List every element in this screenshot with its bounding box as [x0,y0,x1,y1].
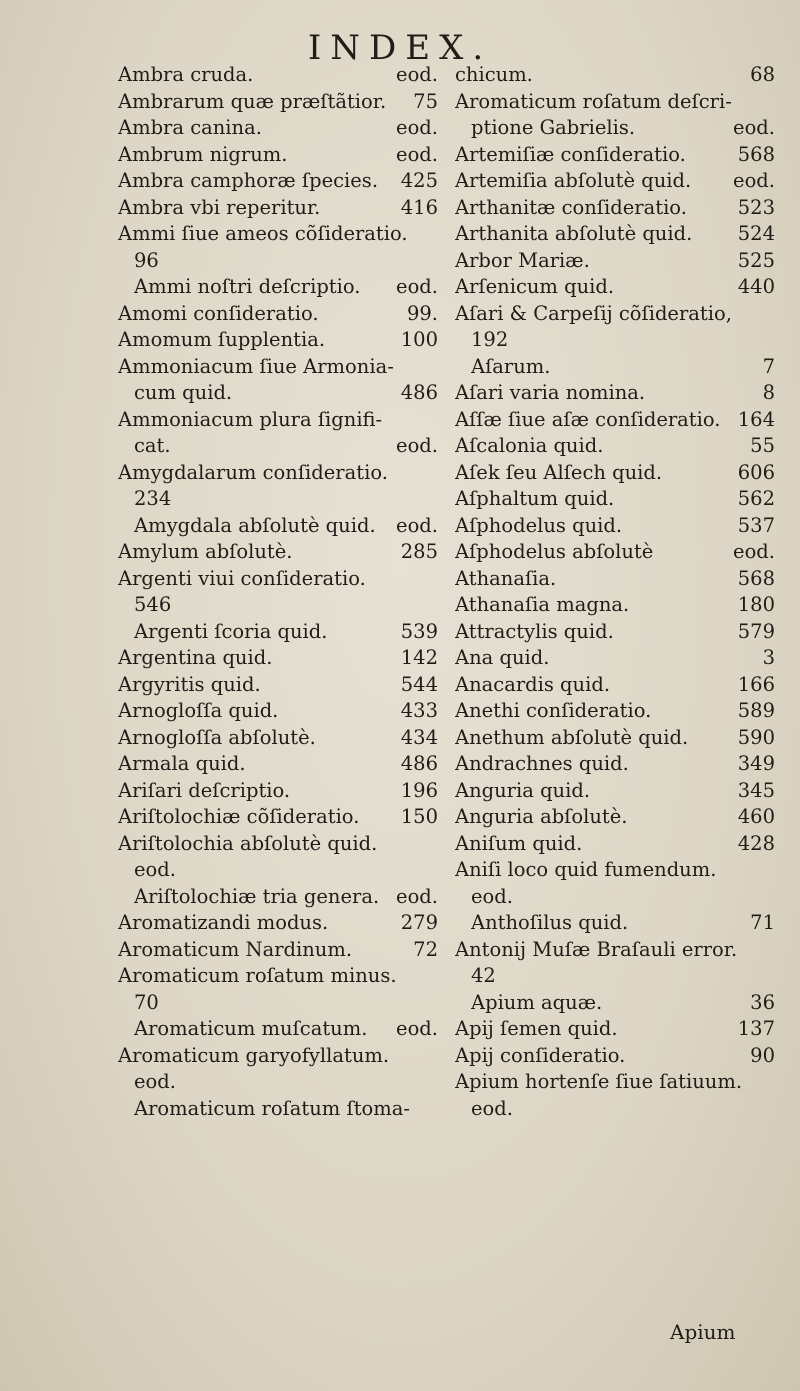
index-entry [118,115,438,142]
entry-text: Aromaticum roſatum deſcri- [455,89,732,113]
index-entry [455,778,775,805]
entry-text: Aſari varia nomina. [455,381,646,404]
entry-text: Ammi ſiue ameos cõſideratio. [118,222,408,245]
index-entry [455,831,775,858]
entry-text: Anguria abſolutè. [455,805,628,828]
entry-text: eod. [471,1096,513,1120]
index-entry [455,221,775,248]
entry-text: Ariſari deſcriptio. [118,778,291,802]
index-entry [455,937,775,964]
entry-page [771,1069,775,1096]
index-entry [455,857,775,884]
entry-page: 142 [400,646,438,669]
entry-text: Aromaticum muſcatum. [134,1017,368,1040]
entry-text: Amomi conſideratio. [118,301,319,325]
index-entry [455,168,775,195]
entry-page: 433 [400,699,438,722]
entry-page: eod. [733,116,775,139]
entry-page [434,354,438,381]
entry-text: Ammi noſtri deſcriptio. [134,275,361,298]
entry-page: 166 [737,672,775,696]
entry-page: 416 [400,195,438,219]
entry-text: Aſphodelus quid. [455,513,623,537]
index-entry [455,910,775,937]
index-entry [455,115,775,142]
entry-page [434,566,438,593]
entry-page: 8 [762,381,775,404]
entry-page: 100 [400,328,438,351]
index-entry [118,672,438,699]
entry-text: Apium aquæ. [471,990,603,1014]
entry-page: 349 [737,752,775,775]
entry-page [771,1096,775,1123]
index-entry [455,592,775,619]
index-entry [118,89,438,116]
entry-text: Aſcalonia quid. [455,434,604,457]
entry-page: 428 [737,831,775,855]
entry-text: Ambrum nigrum. [118,142,288,166]
entry-page: 36 [750,990,775,1014]
entry-text: Arnogloſſa abſolutè. [118,725,316,749]
entry-text: Argenti viui conſideratio. [118,566,366,590]
entry-page [434,248,438,275]
entry-text: Anethi conſideratio. [455,699,652,722]
entry-page: eod. [396,884,438,908]
entry-page [771,89,775,116]
index-entry [455,751,775,778]
entry-text: Ambra vbi reperitur. [118,195,321,219]
entry-text: Aniſi loco quid fumendum. [455,858,717,881]
index-entry [455,407,775,434]
index-entry [455,698,775,725]
entry-text: Anethum abſolutè quid. [455,725,689,749]
entry-text: Anacardis quid. [455,672,611,696]
index-entry [455,380,775,407]
entry-page: eod. [396,275,438,298]
entry-page: 164 [737,407,775,431]
index-entry [118,327,438,354]
entry-text: Aromaticum roſatum ſtoma- [134,1096,410,1120]
entry-page: 71 [750,911,775,934]
index-entry [118,778,438,805]
index-entry [118,751,438,778]
index-entry [118,301,438,328]
index-entry [118,1096,438,1123]
entry-text: 42 [471,964,496,987]
entry-text: Athanaſia magna. [455,593,630,616]
index-entry [455,1096,775,1123]
entry-text: Athanaſia. [455,566,557,590]
index-entry [118,460,438,487]
entry-page: 568 [737,142,775,166]
index-entry [118,248,438,275]
entry-text: Aſſæ ſiue aſæ conſideratio. [455,407,721,431]
entry-page: 523 [737,195,775,219]
index-entry [118,221,438,248]
entry-text: Amygdala abſolutè quid. [134,513,376,537]
entry-page: 579 [737,619,775,643]
catchword: Apium [670,1320,736,1344]
entry-page [434,592,438,619]
entry-page [434,221,438,248]
index-entry [455,460,775,487]
index-entry [118,804,438,831]
entry-page: 285 [400,540,438,563]
index-entry [118,963,438,990]
entry-page: eod. [396,513,438,537]
entry-text: Antonij Muſæ Braſauli error. [455,937,738,961]
index-entry [118,513,438,540]
entry-page: eod. [396,142,438,166]
page-title: INDEX. [307,28,493,68]
index-entry [118,1043,438,1070]
entry-text: Arſenicum quid. [455,275,615,298]
index-entry [455,62,775,89]
entry-page [434,1043,438,1070]
index-entry [118,645,438,672]
entry-page: 486 [400,381,438,404]
entry-page: 196 [400,778,438,802]
entry-text: Amomum ſupplentia. [118,328,326,351]
entry-page: 460 [737,805,775,828]
entry-page [434,963,438,990]
index-entry [455,274,775,301]
entry-text: Aromatizandi modus. [118,911,329,934]
index-entry [455,195,775,222]
entry-page [434,990,438,1017]
index-entry [455,513,775,540]
entry-text: Ambra camphoræ ſpecies. [118,169,379,192]
entry-page: 68 [750,63,775,86]
index-entry [118,990,438,1017]
entry-page: 590 [737,725,775,749]
index-entry [455,539,775,566]
index-entry [118,142,438,169]
entry-text: 546 [134,593,172,616]
entry-text: Aſari & Carpeſij cõſideratio, [455,301,732,325]
entry-page [771,857,775,884]
entry-page: eod. [396,434,438,457]
index-entry [455,645,775,672]
entry-page: 279 [400,911,438,934]
entry-text: Anguria quid. [455,778,591,802]
entry-page: eod. [733,540,775,563]
index-entry [118,592,438,619]
entry-text: Argyritis quid. [118,672,261,696]
entry-page: 539 [400,619,438,643]
entry-page [771,327,775,354]
index-entry [118,937,438,964]
index-entry [118,910,438,937]
index-entry [455,884,775,911]
entry-page: 486 [400,752,438,775]
entry-text: Arnogloſſa quid. [118,699,279,722]
index-entry [118,539,438,566]
index-entry [455,354,775,381]
index-entry [118,433,438,460]
index-entry [455,486,775,513]
index-entry [455,142,775,169]
index-entry [455,301,775,328]
index-entry [118,380,438,407]
entry-text: cum quid. [134,381,233,404]
index-entry [455,1043,775,1070]
entry-page: 606 [737,460,775,484]
entry-text: eod. [134,858,176,881]
entry-page: 137 [737,1017,775,1040]
entry-page [434,486,438,513]
entry-text: chicum. [455,63,533,86]
entry-text: Ambra cruda. [118,63,254,86]
entry-text: Aſphaltum quid. [455,487,615,510]
entry-page: 524 [737,222,775,245]
entry-page [434,460,438,487]
index-entry [118,1069,438,1096]
index-entry [118,1016,438,1043]
index-entry [455,619,775,646]
entry-page: 440 [737,275,775,298]
entry-page: eod. [733,169,775,192]
index-entry [118,168,438,195]
entry-page: 562 [737,487,775,510]
entry-page [771,884,775,911]
entry-page [771,963,775,990]
entry-text: Artemiſiæ conſideratio. [455,142,686,166]
entry-page [771,937,775,964]
index-entry [118,725,438,752]
entry-page [434,857,438,884]
entry-page [434,831,438,858]
entry-text: Aniſum quid. [455,831,583,855]
entry-page: eod. [396,63,438,86]
entry-text: 192 [471,328,509,351]
entry-page: eod. [396,116,438,139]
index-entry [455,963,775,990]
entry-text: Ambrarum quæ præſtãtior. [118,89,387,113]
entry-text: Ambra canina. [118,116,262,139]
left-index-column [118,62,438,1122]
entry-text: Ariſtolochia abſolutè quid. [118,831,378,855]
entry-text: Apij conſideratio. [455,1043,626,1067]
index-entry [118,566,438,593]
entry-page [434,1096,438,1123]
entry-text: Ariſtolochiæ cõſideratio. [118,805,360,828]
entry-page: 3 [762,646,775,669]
entry-text: Arthanitæ conſideratio. [455,195,687,219]
index-entry [118,619,438,646]
entry-text: 70 [134,990,159,1014]
right-index-column [455,62,775,1122]
entry-text: Aromaticum Nardinum. [118,937,353,961]
entry-page [434,407,438,434]
index-entry [455,327,775,354]
entry-text: Arthanita abſolutè quid. [455,222,693,245]
entry-page: eod. [396,1017,438,1040]
entry-page: 180 [737,593,775,616]
entry-text: cat. [134,434,171,457]
index-entry [455,1016,775,1043]
index-entry [118,486,438,513]
entry-text: Aromaticum garyofyllatum. [118,1043,390,1067]
entry-page: 150 [400,805,438,828]
entry-page: 90 [750,1043,775,1067]
entry-text: Ana quid. [455,646,550,669]
entry-text: Aſphodelus abſolutè [455,540,654,563]
entry-page [771,301,775,328]
index-entry [455,566,775,593]
index-entry [455,725,775,752]
entry-page: 568 [737,566,775,590]
entry-page: 7 [762,354,775,378]
index-entry [455,672,775,699]
entry-text: Amygdalarum conſideratio. [118,460,388,484]
index-entry [118,831,438,858]
entry-text: Artemiſia abſolutè quid. [455,169,692,192]
entry-page: 72 [413,937,438,961]
entry-text: Arbor Mariæ. [455,248,590,272]
entry-page: 75 [413,89,438,113]
index-entry [455,248,775,275]
entry-page: 99. [406,301,438,325]
index-entry [455,804,775,831]
entry-page: 55 [750,434,775,457]
entry-text: Amylum abſolutè. [118,540,293,563]
entry-page: 425 [400,169,438,192]
entry-text: Argentina quid. [118,646,273,669]
entry-text: Andrachnes quid. [455,752,629,775]
entry-text: Apij ſemen quid. [455,1017,618,1040]
entry-text: Apium hortenſe ſiue ſatiuum. [455,1070,743,1093]
index-entry [118,857,438,884]
entry-text: Ariſtolochiæ tria genera. [134,884,380,908]
entry-text: eod. [471,884,513,908]
index-entry [118,884,438,911]
entry-page: 589 [737,699,775,722]
entry-text: Ammoniacum ſiue Armonia- [118,354,394,378]
index-entry [118,407,438,434]
index-entry [118,195,438,222]
entry-page: 537 [737,513,775,537]
entry-text: Anthoſilus quid. [471,911,629,934]
index-entry [455,433,775,460]
entry-text: Argenti ſcoria quid. [134,619,328,643]
entry-text: Attractylis quid. [455,619,614,643]
entry-text: Aromaticum roſatum minus. [118,964,397,987]
entry-text: eod. [134,1070,176,1093]
entry-text: Aſek ſeu Alſech quid. [455,460,663,484]
entry-page: 345 [737,778,775,802]
entry-text: Aſarum. [471,354,551,378]
entry-page: 544 [400,672,438,696]
entry-text: 96 [134,248,159,272]
entry-page: 434 [400,725,438,749]
entry-text: Armala quid. [118,752,246,775]
index-entry [118,354,438,381]
entry-text: 234 [134,487,172,510]
index-entry [118,62,438,89]
entry-text: Ammoniacum plura ſignifi- [118,407,383,431]
entry-page: 525 [737,248,775,272]
index-entry [118,698,438,725]
entry-page [434,1069,438,1096]
index-entry [455,89,775,116]
index-entry [118,274,438,301]
entry-text: ptione Gabrielis. [471,116,636,139]
index-entry [455,990,775,1017]
index-entry [455,1069,775,1096]
